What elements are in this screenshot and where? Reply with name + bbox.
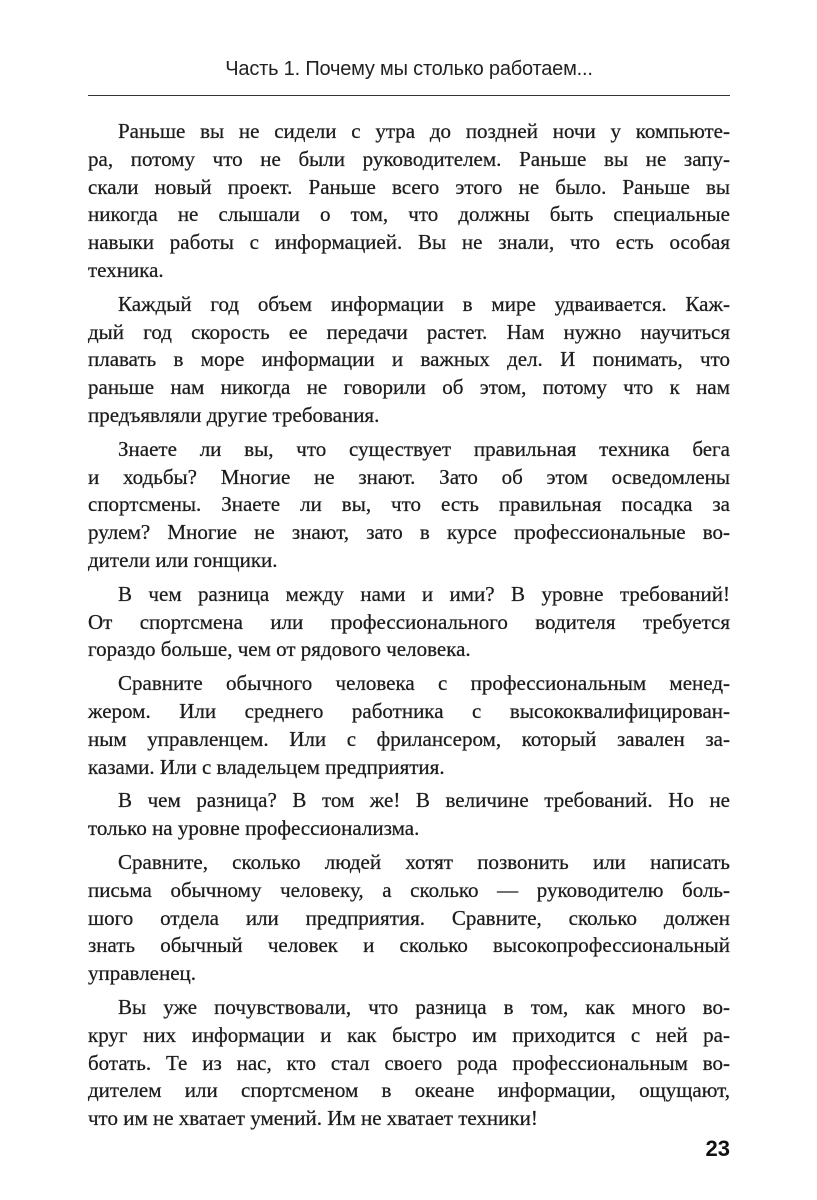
running-header: Часть 1. Почему мы столько работаем... bbox=[225, 58, 593, 80]
body-text bbox=[88, 118, 730, 1139]
text-line: ботать. Те из нас, кто стал своего рода профессиональным во- bbox=[88, 1050, 730, 1075]
text-line: Сравните, сколько людей хотят позвонить или написать bbox=[118, 849, 730, 874]
paragraph bbox=[88, 787, 730, 843]
text-line: дители или гонщики. bbox=[88, 547, 278, 572]
page-number: 23 bbox=[705, 1136, 730, 1161]
text-line: Знаете ли вы, что существует правильная техника бега bbox=[118, 436, 730, 461]
text-line: рулем? Многие не знают, зато в курсе профессиональные во- bbox=[88, 520, 730, 545]
text-line: В чем разница между нами и ими? В уровне требований! bbox=[118, 581, 730, 606]
text-line: только на уровне профессионализма. bbox=[88, 816, 420, 841]
text-line: Раньше вы не сидели с утра до поздней ночи у компьюте- bbox=[118, 119, 730, 143]
paragraph bbox=[88, 436, 730, 575]
text-line: навыки работы с информацией. Вы не знали, что есть особая bbox=[88, 230, 730, 255]
text-line: В чем разница? В том же! В величине требований. Но не bbox=[118, 788, 730, 813]
paragraph bbox=[88, 849, 730, 988]
text-line: Вы уже почувствовали, что разница в том, как много во- bbox=[118, 994, 730, 1019]
text-line: что им не хватает умений. Им не хватает техники! bbox=[88, 1106, 538, 1131]
text-line: никогда не слышали о том, что должны быть специальные bbox=[88, 202, 730, 227]
text-line: От спортсмена или профессионального водителя требуется bbox=[88, 609, 730, 634]
text-line: дый год скорость ее передачи растет. Нам нужно научиться bbox=[88, 319, 730, 344]
text-line: и ходьбы? Многие не знают. Зато об этом осведомлены bbox=[88, 464, 730, 489]
text-line: техника. bbox=[88, 257, 164, 282]
text-line: управленец. bbox=[88, 961, 197, 986]
text-line: предъявляли другие требования. bbox=[88, 402, 380, 427]
text-line: ра, потому что не были руководителем. Раньше вы не запу- bbox=[88, 146, 730, 171]
text-line: спортсмены. Знаете ли вы, что есть правильная посадка за bbox=[88, 492, 730, 517]
paragraph bbox=[88, 118, 730, 285]
text-line: Каждый год объем информации в мире удваивается. Каж- bbox=[118, 291, 730, 316]
paragraph bbox=[88, 581, 730, 664]
text-line: шого отдела или предприятия. Сравните, сколько должен bbox=[88, 905, 730, 930]
header-rule bbox=[88, 95, 730, 96]
paragraph bbox=[88, 994, 730, 1133]
paragraph bbox=[88, 291, 730, 430]
text-line: жером. Или среднего работника с высококвалифицирован- bbox=[88, 698, 730, 723]
text-line: письма обычному человеку, а сколько — руководителю боль- bbox=[88, 877, 730, 902]
text-line: гораздо больше, чем от рядового человека. bbox=[88, 637, 471, 662]
text-line: Сравните обычного человека с профессиональным менед- bbox=[118, 671, 730, 696]
text-line: раньше нам никогда не говорили об этом, потому что к нам bbox=[88, 375, 730, 400]
text-line: казами. Или с владельцем предприятия. bbox=[88, 754, 445, 779]
text-line: знать обычный человек и сколько высокопрофессиональный bbox=[88, 933, 730, 958]
text-line: круг них информации и как быстро им приходится с ней ра- bbox=[88, 1022, 730, 1047]
text-line: ным управленцем. Или с фрилансером, который завален за- bbox=[88, 726, 730, 751]
paragraph bbox=[88, 670, 730, 781]
text-line: скали новый проект. Раньше всего этого не было. Раньше вы bbox=[88, 174, 730, 199]
text-line: плавать в море информации и важных дел. И понимать, что bbox=[88, 347, 730, 372]
text-line: дителем или спортсменом в океане информации, ощущают, bbox=[88, 1078, 730, 1103]
